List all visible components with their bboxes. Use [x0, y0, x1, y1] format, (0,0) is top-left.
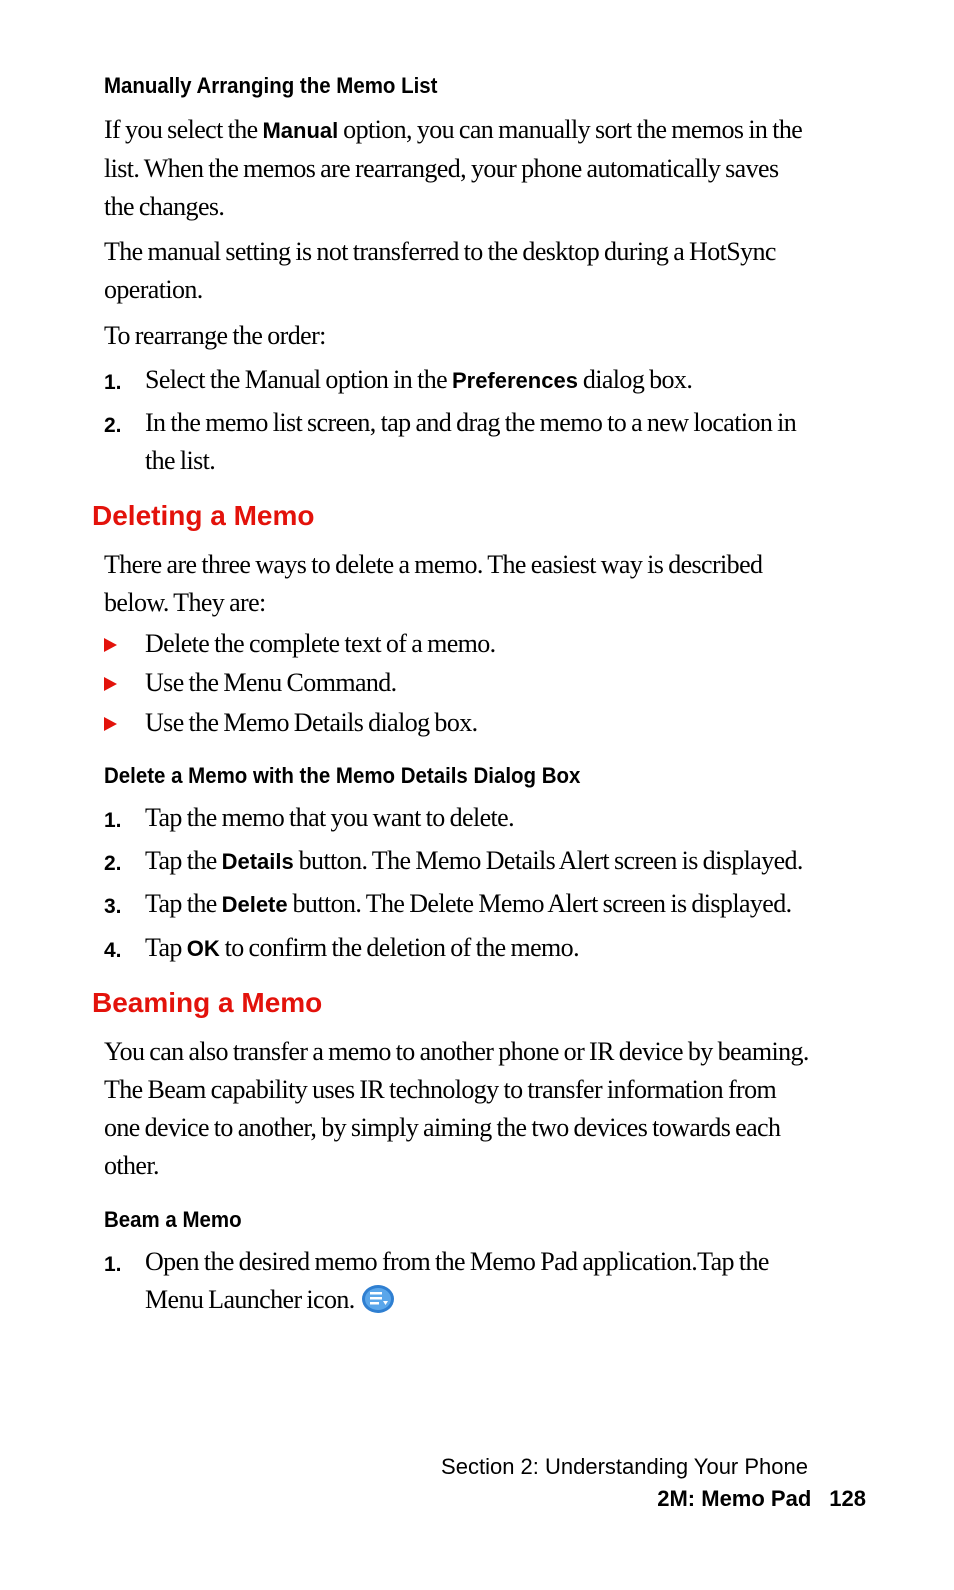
step-item — [104, 404, 814, 480]
step-item — [104, 885, 814, 924]
step-text: In the memo list screen, tap and drag the memo to a new location in the list. — [145, 408, 797, 475]
page-number: 128 — [829, 1486, 866, 1511]
heading-deleting-a-memo: Deleting a Memo — [92, 500, 315, 531]
bullet-item — [104, 625, 814, 663]
menu-launcher-icon — [361, 1284, 395, 1325]
paragraph-rearrange-intro: To rearrange the order: — [104, 321, 326, 350]
step-item — [104, 842, 814, 881]
bullet-item — [104, 704, 814, 742]
paragraph-delete-intro: There are three ways to delete a memo. The easiest way is described below. They are: — [104, 550, 763, 617]
bullet-arrow-icon — [104, 638, 117, 652]
step-item — [104, 361, 814, 400]
bullet-item — [104, 664, 814, 702]
bullet-text: Use the Menu Command. — [145, 668, 397, 697]
paragraph-beam-intro: You can also transfer a memo to another phone or IR device by beaming. The Beam capability uses IR technology to transfer information from one device to another, by simply aiming the two devices towards each other. — [104, 1037, 809, 1180]
bullet-arrow-icon — [104, 677, 117, 691]
bullet-text: Delete the complete text of a memo. — [145, 629, 496, 658]
step-number: 3. — [104, 895, 122, 918]
subheading-manually-arranging: Manually Arranging the Memo List — [104, 73, 438, 98]
step-number: 4. — [104, 939, 122, 962]
step-item — [104, 1243, 814, 1325]
subheading-beam-a-memo: Beam a Memo — [104, 1207, 242, 1232]
step-text: Tap the Details button. The Memo Details Alert screen is displayed. — [145, 846, 803, 875]
step-item — [104, 799, 814, 837]
step-text: Open the desired memo from the Memo Pad application.Tap the Menu Launcher icon. — [145, 1243, 814, 1325]
footer-chapter — [657, 1486, 866, 1512]
step-text: Select the Manual option in the Preferences dialog box. — [145, 365, 693, 394]
bullet-text: Use the Memo Details dialog box. — [145, 708, 478, 737]
step-number: 1. — [104, 809, 122, 832]
paragraph-hotsync-note: The manual setting is not transferred to the desktop during a HotSync operation. — [104, 237, 776, 304]
step-item — [104, 929, 814, 968]
step-number: 1. — [104, 1253, 122, 1276]
step-text: Tap OK to confirm the deletion of the memo. — [145, 933, 579, 962]
heading-beaming-a-memo: Beaming a Memo — [92, 987, 323, 1018]
bullet-arrow-icon — [104, 717, 117, 731]
paragraph-manual-option: If you select the Manual option, you can manually sort the memos in the list. When the memos are rearranged, your phone automatically saves the changes. — [104, 115, 803, 221]
subheading-delete-memo-details: Delete a Memo with the Memo Details Dialog Box — [104, 763, 581, 788]
step-text: Tap the Delete button. The Delete Memo Alert screen is displayed. — [145, 889, 792, 918]
step-number: 2. — [104, 852, 122, 875]
step-number: 2. — [104, 414, 122, 437]
footer-section-title: Section 2: Understanding Your Phone — [441, 1454, 808, 1479]
footer-chapter-title: 2M: Memo Pad — [657, 1486, 812, 1511]
step-number: 1. — [104, 371, 122, 394]
step-text: Tap the memo that you want to delete. — [145, 803, 514, 832]
